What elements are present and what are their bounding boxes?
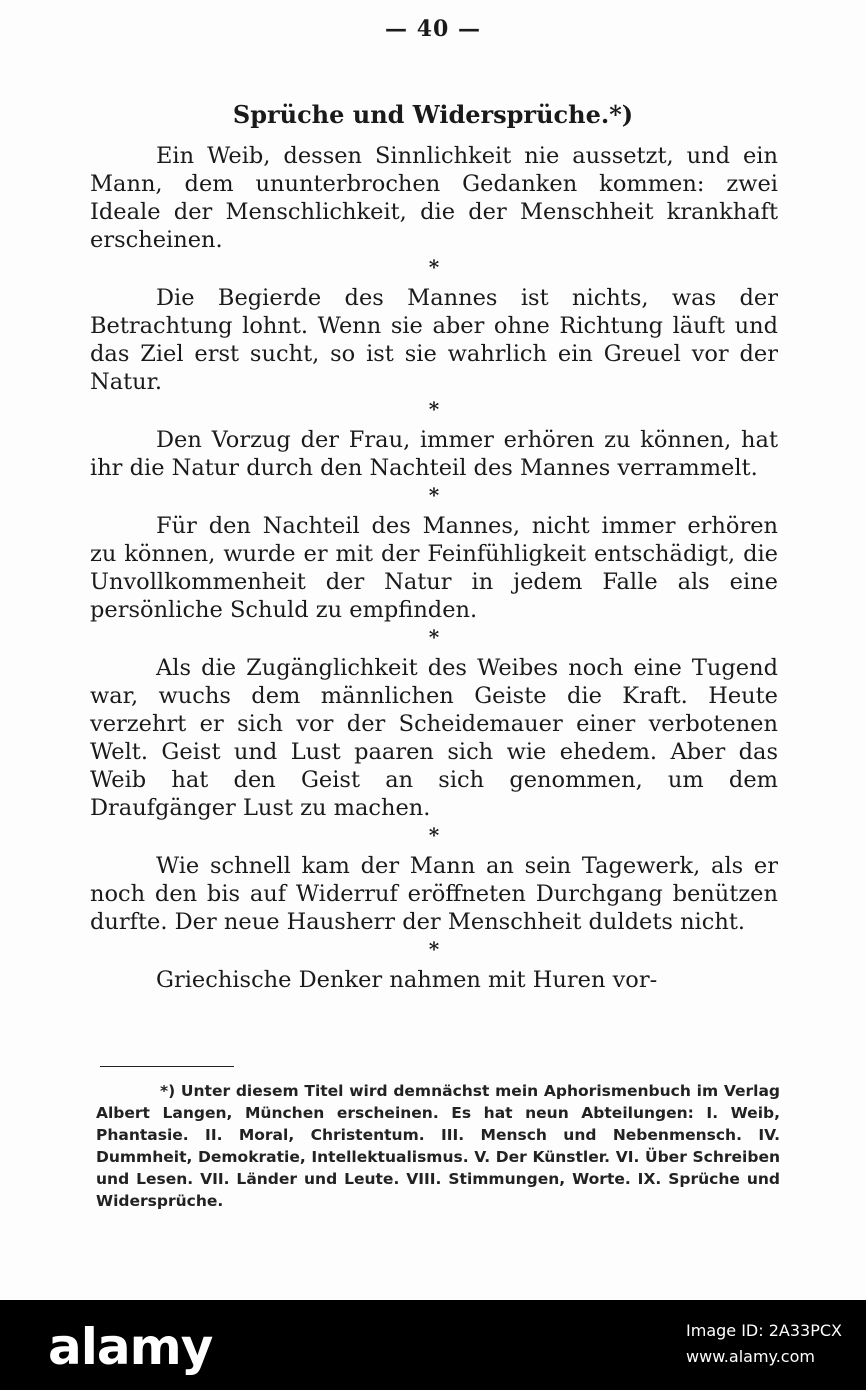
watermark-bar <box>0 1300 866 1390</box>
aphorism-paragraph: Ein Weib, dessen Sinnlichkeit nie aussetzt, und ein Mann, dem ununterbrochen Gedanken kommen: zwei Ideale der Menschlichkeit, die der Menschheit krankhaft erscheinen. <box>90 143 778 253</box>
footnote-rule <box>100 1066 234 1067</box>
separator-asterisk: * <box>428 937 440 961</box>
stock-info <box>686 1318 842 1370</box>
site-url: www.alamy.com <box>686 1347 815 1366</box>
aphorism-paragraph: Für den Nachteil des Mannes, nicht immer erhören zu können, wurde er mit der Feinfühligkeit entschädigt, die Unvollkommenheit der Natur in jedem Falle als eine persönliche Schuld zu empfinden. <box>90 513 778 623</box>
separator-asterisk: * <box>428 255 440 279</box>
footnote <box>96 1080 780 1212</box>
alamy-logo: alamy <box>48 1318 213 1376</box>
aphorism-paragraph: Wie schnell kam der Mann an sein Tagewerk, als er noch den bis auf Widerruf eröffneten Durchgang benützen durfte. Der neue Hausherr der Menschheit duldets nicht. <box>90 853 778 935</box>
page-number: — 40 — <box>385 16 481 42</box>
separator-asterisk: * <box>428 823 440 847</box>
body-text <box>90 142 778 994</box>
footnote-text: *) Unter diesem Titel wird demnächst mein Aphorismenbuch im Verlag Albert Langen, München erscheinen. Es hat neun Abteilungen: I. Weib, Phantasie. II. Moral, Christentum. III. Mensch und Nebenmensch. IV. Dummheit, Demokratie, Intellektualismus. V. Der Künstler. VI. Über Schreiben und Lesen. VII. Länder und Leute. VIII. Stimmungen, Worte. IX. Sprüche und Widersprüche. <box>96 1082 780 1210</box>
separator-asterisk: * <box>428 483 440 507</box>
aphorism-paragraph: Griechische Denker nahmen mit Huren vor- <box>156 967 658 993</box>
aphorism-paragraph: Die Begierde des Mannes ist nichts, was der Betrachtung lohnt. Wenn sie aber ohne Richtung läuft und das Ziel erst sucht, so ist sie wahrlich ein Greuel vor der Natur. <box>90 285 778 395</box>
separator-asterisk: * <box>428 625 440 649</box>
section-title: Sprüche und Widersprüche.*) <box>232 100 634 129</box>
image-id: Image ID: 2A33PCX <box>686 1321 842 1340</box>
separator-asterisk: * <box>428 397 440 421</box>
aphorism-paragraph: Als die Zugänglichkeit des Weibes noch eine Tugend war, wuchs dem männlichen Geiste die Kraft. Heute verzehrt er sich vor der Scheidemauer einer verbotenen Welt. Geist und Lust paaren sich wie ehedem. Aber das Weib hat den Geist an sich genommen, um dem Draufgänger Lust zu machen. <box>90 655 778 821</box>
aphorism-paragraph: Den Vorzug der Frau, immer erhören zu können, hat ihr die Natur durch den Nachteil des Mannes verrammelt. <box>90 427 778 481</box>
